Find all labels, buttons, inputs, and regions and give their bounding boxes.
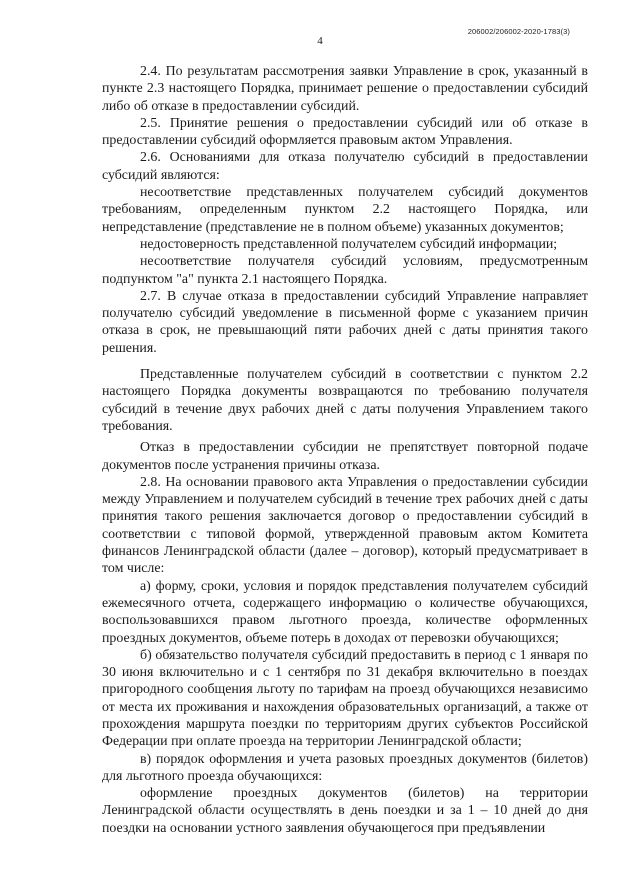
page-number: 4 <box>317 35 323 47</box>
refusal-reason-2: недостоверность представленной получателем субсидий информации; <box>140 236 558 252</box>
paragraph-2-6: 2.6. Основаниями для отказа получателю субсидий в предоставлении субсидий являются: <box>102 150 588 183</box>
contract-clause-b: б) обязательство получателя субсидий предоставить в период с 1 января по 30 июня включительно и с 1 сентября по 31 декабря включительно в поездах пригородного сообщения льготу по тарифам на проезд обучающихся независимо от места их проживания и нахождения образовательных организаций, а также от прохождения маршрута поездки по территориям других субъектов Российской Федерации при оплате проезда на территории Ленинградской области; <box>102 647 588 750</box>
ticket-issuance-paragraph: оформление проездных документов (билетов) на территории Ленинградской области осуществлять в день поездки и за 1 – 10 дней до дня поездки на основании устного заявления обучающегося при предъявлении <box>102 786 588 836</box>
refusal-reason-3: несоответствие получателя субсидий условиям, предусмотренным подпунктом "а" пункта 2.1 настоящего Порядка. <box>102 254 588 287</box>
paragraph-resubmission: Отказ в предоставлении субсидии не препятствует повторной подаче документов после устранения причины отказа. <box>102 440 588 473</box>
paragraph-documents-return: Представленные получателем субсидий в соответствии с пунктом 2.2 настоящего Порядка документы возвращаются по требованию получателя субсидий в течение двух рабочих дней с даты получения Управлением такого требования. <box>102 367 588 434</box>
document-registration-number: 206002/206002-2020-1783(3) <box>467 27 570 36</box>
paragraph-2-7: 2.7. В случае отказа в предоставлении субсидий Управление направляет получателю субсидий уведомление в письменной форме с указанием причин отказа в срок, не превышающий пяти рабочих дней с даты принятия такого решения. <box>102 288 588 356</box>
contract-clause-v: в) порядок оформления и учета разовых проездных документов (билетов) для льготного проезда обучающихся: <box>102 751 588 784</box>
paragraph-2-8: 2.8. На основании правового акта Управления о предоставлении субсидии между Управлением и получателем субсидий в течение трех рабочих дней с даты принятия такого решения заключается договор о предоставлении субсидий в соответствии с типовой формой, утвержденной правовым актом Комитета финансов Ленинградской области (далее – договор), который предусматривает в том числе: <box>102 474 588 577</box>
paragraph-2-4: 2.4. По результатам рассмотрения заявки Управление в срок, указанный в пункте 2.3 настоящего Порядка, принимает решение о предоставлении субсидий либо об отказе в предоставлении субсидий. <box>102 64 588 114</box>
paragraph-2-5: 2.5. Принятие решения о предоставлении субсидий или об отказе в предоставлении субсидий оформляется правовым актом Управления. <box>102 115 588 149</box>
document-body <box>102 63 588 837</box>
contract-clause-a: а) форму, сроки, условия и порядок представления получателем субсидий ежемесячного отчета, содержащего информацию о количестве обучающихся, воспользовавшихся правом льготного проезда, количестве оформленных проездных документов, объеме потерь в доходах от перевозки обучающихся; <box>102 578 588 646</box>
refusal-reason-1: несоответствие представленных получателем субсидий документов требованиям, определенным пунктом 2.2 настоящего Порядка, или непредставление (представление не в полном объеме) указанных документов; <box>102 185 588 235</box>
